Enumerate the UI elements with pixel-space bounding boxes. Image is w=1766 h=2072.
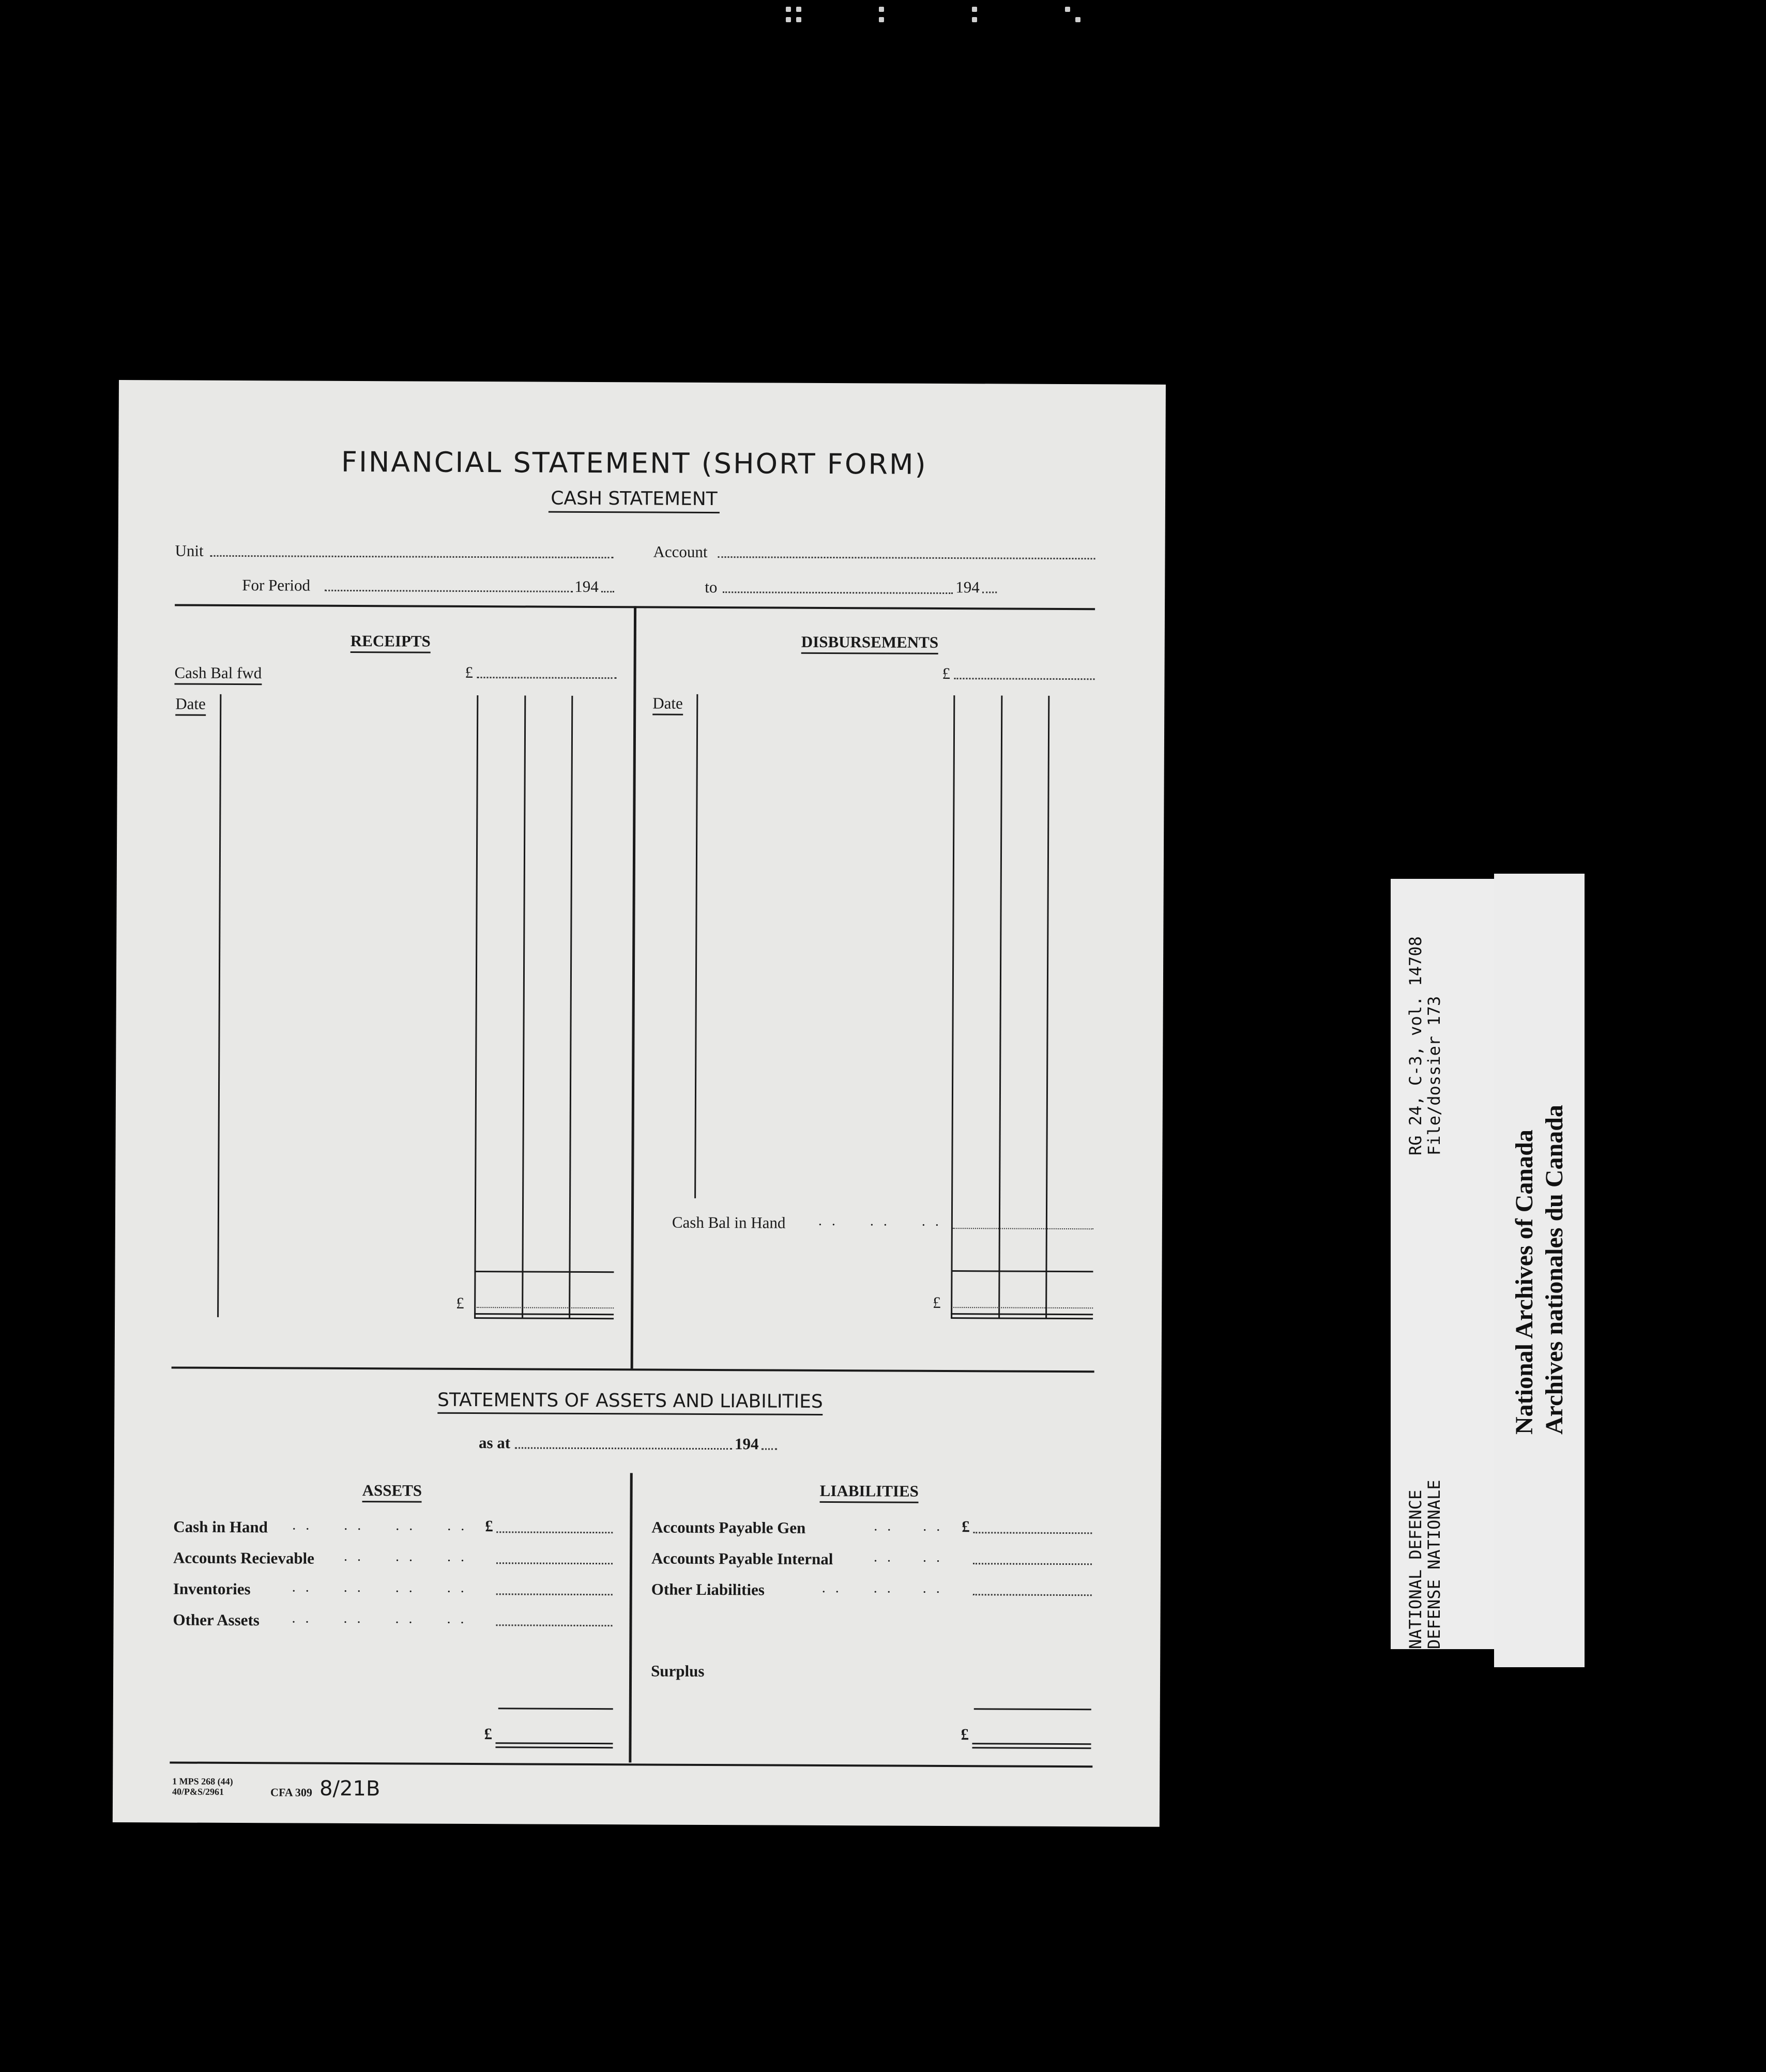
form-subtitle <box>118 486 1150 512</box>
asset-leader: . . <box>395 1610 416 1627</box>
disbursements-date-label <box>652 694 683 713</box>
period-end-year-field <box>982 591 997 593</box>
disbursements-bal-field <box>954 678 1094 680</box>
liability-leader: . . <box>821 1579 842 1596</box>
period-end-year: 194 <box>955 578 980 597</box>
archive-name-line-2: Archives nationales du Canada <box>1541 1105 1568 1435</box>
cash-bal-in-hand-leader-2: . . <box>870 1213 890 1229</box>
asset-amount-field <box>496 1531 613 1533</box>
liability-leader: . . <box>873 1580 894 1596</box>
print-code-line-1: 1 MPS 268 (44) <box>172 1776 233 1787</box>
liability-leader: . . <box>923 1549 943 1565</box>
period-start-year: 194 <box>574 577 599 596</box>
assets-total-double-rule <box>495 1742 613 1748</box>
period-start-field <box>325 590 573 592</box>
assets-total-pound: £ <box>484 1725 493 1743</box>
asset-amount-field <box>496 1562 613 1564</box>
asset-pound-sign: £ <box>485 1517 493 1535</box>
receipts-subtotal-rule <box>474 1271 614 1273</box>
asset-amount-field <box>496 1624 612 1626</box>
liability-pound-sign: £ <box>962 1517 970 1536</box>
receipts-date-label <box>175 694 206 713</box>
assets-liabilities-divider <box>629 1473 632 1762</box>
archive-reference-line-2: File/dossier 173 <box>1424 996 1444 1155</box>
receipts-pound-sign: £ <box>465 663 474 681</box>
receipts-heading-text: RECEIPTS <box>351 632 431 653</box>
assets-heading <box>362 1481 422 1500</box>
as-at-label: as at <box>478 1434 511 1452</box>
archive-reference-tag <box>1391 879 1494 1649</box>
asset-leader: . . <box>447 1579 467 1596</box>
archive-name-text <box>1510 1105 1570 1435</box>
archive-reference-text <box>1406 936 1443 1155</box>
receipts-pence-column-rule <box>569 696 573 1319</box>
to-label: to <box>705 577 718 597</box>
liability-amount-field <box>973 1532 1092 1534</box>
assets-liabilities-heading-text: STATEMENTS OF ASSETS AND LIABILITIES <box>437 1390 823 1415</box>
print-code-line-2: 40/P&S/2961 <box>172 1786 224 1797</box>
cash-bal-in-hand-field <box>953 1228 1093 1229</box>
disbursements-pound-sign: £ <box>942 664 951 683</box>
cash-bal-fwd-field <box>477 677 616 679</box>
unit-field <box>210 555 614 558</box>
department-line-2: DEFENSE NATIONALE <box>1424 1480 1444 1649</box>
liabilities-total-pound: £ <box>961 1725 969 1744</box>
disbursements-pounds-column-rule <box>951 695 955 1318</box>
archive-reference-line-1: RG 24, C-3, vol. 14708 <box>1406 936 1425 1155</box>
asset-leader: . . <box>447 1517 468 1534</box>
liability-leader: . . <box>922 1580 943 1596</box>
account-field <box>718 556 1095 559</box>
print-code <box>172 1776 233 1797</box>
asset-leader: . . <box>292 1579 312 1595</box>
disbursements-total-double-rule <box>951 1313 1093 1319</box>
receipts-total-pound: £ <box>456 1293 464 1312</box>
disbursements-pence-column-rule <box>1045 696 1049 1319</box>
form-code: 8/21B <box>319 1776 380 1801</box>
receipts-shillings-column-rule <box>522 695 526 1318</box>
assets-liabilities-heading <box>114 1388 1146 1414</box>
disbursements-total-field <box>953 1307 1093 1308</box>
account-label: Account <box>653 542 708 561</box>
receipts-date-text: Date <box>175 694 206 715</box>
asset-leader: . . <box>344 1548 364 1565</box>
asset-leader: . . <box>343 1610 364 1627</box>
liability-amount-field <box>973 1594 1092 1596</box>
liabilities-heading-text: LIABILITIES <box>820 1482 919 1503</box>
assets-subtotal-rule <box>498 1708 613 1710</box>
receipts-total-field <box>477 1307 614 1308</box>
liability-label: Other Liabilities <box>651 1580 765 1599</box>
liability-leader: . . <box>923 1518 943 1534</box>
center-divider <box>631 606 636 1368</box>
disbursements-date-text: Date <box>652 694 683 715</box>
disbursements-shillings-column-rule <box>998 695 1002 1318</box>
as-at-year: 194 <box>734 1435 759 1453</box>
asset-leader: . . <box>447 1610 467 1627</box>
asset-label: Inventories <box>173 1579 251 1598</box>
liability-leader: . . <box>874 1549 894 1565</box>
disbursements-subtotal-rule <box>951 1270 1093 1272</box>
form-title: FINANCIAL STATEMENT (SHORT FORM) <box>341 445 927 481</box>
as-at-date-field <box>515 1447 732 1450</box>
cash-bal-in-hand-leader-1: . . <box>818 1212 839 1229</box>
disbursements-date-column-rule <box>694 694 698 1198</box>
liability-leader: . . <box>874 1518 894 1534</box>
liabilities-total-double-rule <box>972 1743 1091 1749</box>
asset-leader: . . <box>344 1517 364 1534</box>
asset-amount-field <box>496 1593 613 1595</box>
receipts-date-column-rule <box>217 694 221 1317</box>
asset-label: Accounts Recievable <box>173 1548 315 1567</box>
archive-name-line-1: National Archives of Canada <box>1511 1130 1538 1435</box>
form-number: CFA 309 <box>270 1786 313 1799</box>
department-line-1: NATIONAL DEFENCE <box>1406 1489 1425 1649</box>
for-period-label: For Period <box>242 576 311 595</box>
liabilities-heading <box>820 1482 919 1501</box>
disbursements-total-pound: £ <box>933 1293 941 1312</box>
disbursements-heading-text: DISBURSEMENTS <box>801 633 938 654</box>
receipts-heading <box>351 632 431 651</box>
financial-statement-form <box>113 380 1166 1827</box>
liabilities-subtotal-rule <box>974 1708 1091 1710</box>
assets-heading-text: ASSETS <box>362 1481 422 1503</box>
asset-leader: . . <box>447 1548 468 1565</box>
asset-leader: . . <box>395 1517 416 1534</box>
archive-label-tag <box>1494 874 1585 1667</box>
cash-bal-fwd-text: Cash Bal fwd <box>174 663 262 685</box>
asset-label: Other Assets <box>173 1610 260 1629</box>
cash-bal-in-hand-label: Cash Bal in Hand <box>672 1213 786 1232</box>
form-subtitle-text: CASH STATEMENT <box>549 488 720 513</box>
period-end-field <box>723 591 953 594</box>
asset-leader: . . <box>292 1517 313 1533</box>
unit-label: Unit <box>175 541 204 560</box>
surplus-label: Surplus <box>651 1662 705 1680</box>
liability-amount-field <box>973 1563 1092 1565</box>
disbursements-heading <box>801 633 938 652</box>
liability-label: Accounts Payable Gen <box>651 1518 806 1537</box>
film-sprocket-marks <box>775 4 1112 30</box>
receipts-pounds-column-rule <box>474 695 478 1318</box>
asset-leader: . . <box>395 1579 416 1596</box>
receipts-total-double-rule <box>474 1313 614 1319</box>
asset-leader: . . <box>343 1579 364 1596</box>
liability-label: Accounts Payable Internal <box>651 1549 833 1568</box>
department-text <box>1406 1480 1443 1649</box>
asset-leader: . . <box>292 1610 312 1626</box>
cash-bal-in-hand-leader-3: . . <box>921 1213 942 1229</box>
asset-leader: . . <box>395 1548 416 1565</box>
period-start-year-field <box>601 591 614 592</box>
asset-label: Cash in Hand <box>173 1517 268 1536</box>
as-at-year-field <box>762 1448 777 1450</box>
cash-bal-fwd-label <box>174 663 262 682</box>
